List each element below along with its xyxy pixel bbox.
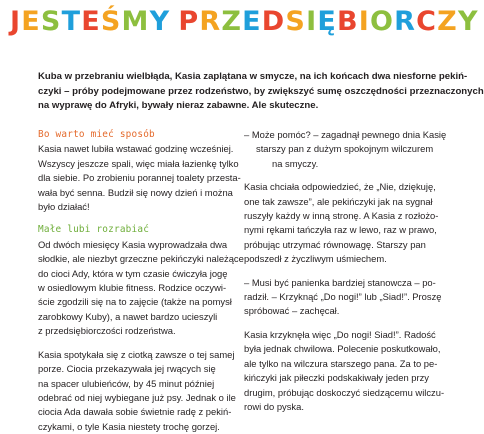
title-letter: S xyxy=(285,6,307,37)
text-line: próbując utrzymać równowagę. Starszy pan xyxy=(244,238,426,250)
text-line: kińczyki jak piłeczki podskakiwały jeden przy xyxy=(244,372,429,384)
text-line: Kasia spotykała się z ciotką zawsze o tej samej xyxy=(38,348,235,360)
title-letter: Y xyxy=(149,6,171,37)
text-line: nymi rękami tańczyła raz w lewo, raz w prawo, xyxy=(244,224,437,236)
text-line: radził. – Krzyknąć „Do nogi!” lub „Siad!”. Proszę xyxy=(244,291,442,303)
title-letter: J xyxy=(10,6,22,37)
title-letter: E xyxy=(242,6,262,37)
title-letter: E xyxy=(81,6,101,37)
text-line: Kasia krzyknęła więc „Do nogi! Siad!”. Radość xyxy=(244,328,436,340)
title-letter: P xyxy=(178,6,200,37)
text-line: w osiedlowym klubie fitness. Rodzice oczywi- xyxy=(38,282,227,294)
page-title xyxy=(10,2,479,42)
title-letter: Y xyxy=(457,6,479,37)
title-letter: Z xyxy=(437,6,458,37)
text-line: ale tylko na wilczura starszego pana. Za to pe- xyxy=(244,357,438,369)
text-line: odebrać od niej wybiegane już psy. Jednak o ile xyxy=(38,391,236,403)
title-letter: I xyxy=(306,6,318,37)
section-heading-bo-warto: Bo warto mieć sposób xyxy=(38,129,155,140)
text-line: – Musi być panienka bardziej stanowcza – po- xyxy=(244,276,436,288)
text-line: podszedł z życzliwym uśmiechem. xyxy=(244,253,387,265)
text-line: była jednak chwilowa. Polecenie poskutkowało, xyxy=(244,343,441,355)
text-line: – Może pomóc? – zagadnął pewnego dnia Kasię xyxy=(244,129,447,140)
intro-line: Kuba w przebraniu wielbłąda, Kasia zaplątana w smycze, na ich końcach dwa niesforne pekiń- xyxy=(38,71,468,82)
text-line: z przedsiębiorczości rodzeństwa. xyxy=(38,325,176,337)
left-column xyxy=(38,128,244,434)
text-line: spróbować – zachęcał. xyxy=(244,305,340,317)
title-letter: O xyxy=(370,6,395,37)
text-line: wała być senna. Budził się nowy dzień i można xyxy=(38,186,233,198)
paragraph xyxy=(244,128,458,171)
text-line: słodkie, ale niezbyt grzeczne pekińczyki należące xyxy=(38,253,244,265)
text-line: starszy pan z dużym spokojnym wilczurem xyxy=(256,143,434,155)
title-letter: S xyxy=(40,6,62,37)
text-line: na spacer ulubieńców, by 45 minut później xyxy=(38,377,215,389)
text-line: Kasia chciała odpowiedzieć, że „Nie, dziękuję, xyxy=(244,181,436,193)
paragraph xyxy=(244,180,458,266)
title-letter: R xyxy=(199,6,222,37)
title-letter: T xyxy=(61,6,82,37)
text-line: dla siebie. Po zrobieniu porannej toalety przesta- xyxy=(38,172,241,184)
title-letter: Ś xyxy=(100,6,122,37)
text-line: ciocia Ada dawała sobie świetnie radę z pekiń- xyxy=(38,406,232,418)
text-line: zarobkowy Kuby), a nawet bardzo ucieszyli xyxy=(38,310,218,322)
title-letter: I xyxy=(358,6,370,37)
text-line: one tak zawsze”, ale pekińczyki jak na sygnał xyxy=(244,195,433,207)
text-line: ruszyły każdy w inną stronę. A Kasia z rozłożo- xyxy=(244,210,439,222)
text-line: było działać! xyxy=(38,201,90,213)
title-letter: Z xyxy=(221,6,243,37)
title-letter: C xyxy=(416,6,438,37)
intro-line: na wyprawę do Afryki, bywały nieraz zabawne. Ale skuteczne. xyxy=(38,100,319,112)
paragraph xyxy=(244,276,458,319)
text-line: drugim, próbując doskoczyć siedzącemu wilczu- xyxy=(244,386,445,398)
paragraph xyxy=(38,142,241,214)
text-line: czykami, o tyle Kasia niestety trochę gorzej. xyxy=(38,420,220,432)
title-letter: R xyxy=(394,6,417,37)
title-letter: E xyxy=(21,6,41,37)
title-letter: M xyxy=(121,6,150,37)
title-letter: D xyxy=(261,6,286,37)
text-line: na smyczy. xyxy=(272,157,319,169)
text-line: Od dwóch miesięcy Kasia wyprowadzała dwa xyxy=(38,238,228,250)
text-line: Wszyscy jeszcze spali, więc miała łazienkę tylko xyxy=(38,157,239,169)
text-line: do cioci Ady, która w tym czasie ćwiczyła jogę xyxy=(38,267,228,279)
text-line: porze. Ciocia przekazywała jej rwących się xyxy=(38,363,216,375)
right-column xyxy=(244,128,458,414)
text-line: rowi do pyska. xyxy=(244,400,304,412)
paragraph xyxy=(38,348,234,434)
paragraph xyxy=(38,238,244,339)
paragraph xyxy=(244,328,458,414)
text-line: ście zgodzili się na to zajęcie (także na pomysł xyxy=(38,296,232,308)
section-heading-male-lubi: Małe lubi rozrabiać xyxy=(38,224,150,236)
title-letter: Ę xyxy=(317,6,337,37)
title-letter: B xyxy=(336,6,359,37)
intro-line: czyki – próby podejmowane przez rodzeństwo, by zwiększyć sumę oszczędności przeznaczonych xyxy=(38,85,484,97)
intro-paragraph xyxy=(38,70,484,114)
text-line: Kasia nawet lubiła wstawać godzinę wcześniej. xyxy=(38,143,234,155)
